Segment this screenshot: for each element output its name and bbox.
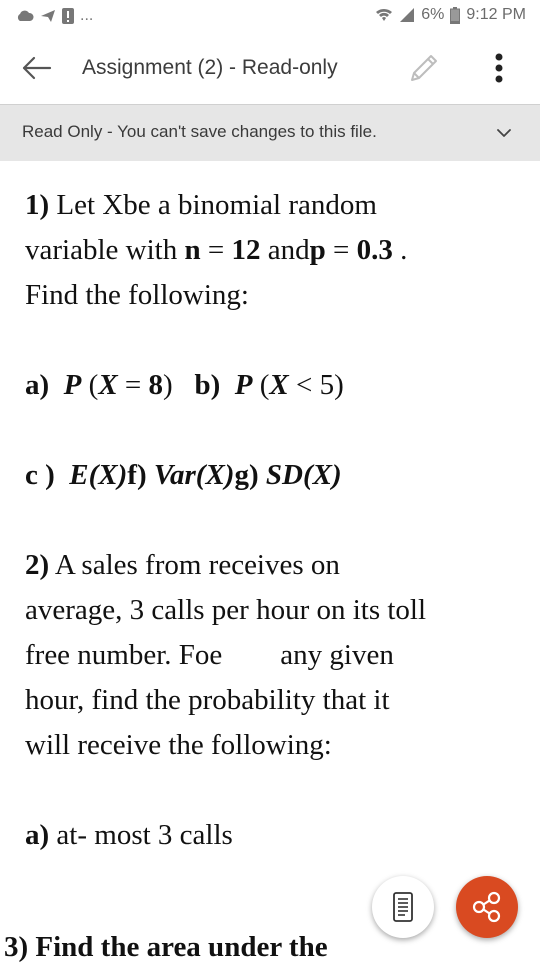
app-bar <box>0 32 540 104</box>
q2-line-5: will receive the following: <box>25 729 332 761</box>
part-f-label: f) <box>127 459 147 491</box>
document-view-icon <box>372 876 434 938</box>
part-f-X: (X) <box>195 459 235 491</box>
q1-line1-text: Let Xbe a binomial random <box>56 189 377 221</box>
q1-parts-ab <box>25 369 344 402</box>
status-overflow: ... <box>80 7 94 24</box>
part-b-X: X <box>269 369 289 401</box>
q1-text: variable with <box>25 234 185 266</box>
part-a-P: P <box>63 369 82 401</box>
part-a-open: ( <box>81 369 99 401</box>
more-options-button[interactable] <box>486 50 512 86</box>
q2-line-3: free number. Foe any given <box>25 639 394 671</box>
q3-line-1: 3) Find the area under the <box>4 931 328 963</box>
banner-expand-button[interactable] <box>494 125 514 141</box>
arrow-left-icon <box>18 50 54 86</box>
q2-number: 2) <box>25 549 50 581</box>
part-a-X: X <box>98 369 118 401</box>
part-b-P: P <box>234 369 253 401</box>
q2-line-2: average, 3 calls per hour on its toll <box>25 594 427 626</box>
send-icon <box>40 9 56 23</box>
part-g-X: (X) <box>302 459 342 491</box>
q2-part-a <box>25 819 233 852</box>
part-a-close: ) <box>163 369 173 401</box>
q1-p: p <box>309 234 326 266</box>
q1-parts-cfg <box>25 459 342 492</box>
wifi-icon <box>375 7 393 23</box>
clock: 9:12 PM <box>466 6 526 23</box>
part-a-value: 8 <box>148 369 164 401</box>
read-only-message: Read Only - You can't save changes to this file. <box>22 122 377 141</box>
part-a-eq: = <box>117 369 149 401</box>
status-bar <box>0 0 540 32</box>
part-f-Var: Var <box>153 459 196 491</box>
q1-n: n <box>184 234 201 266</box>
q2-line-1 <box>25 549 340 582</box>
q1-line-3: Find the following: <box>25 279 249 311</box>
part-b-value: 5 <box>319 369 335 401</box>
part-c-X: (X) <box>88 459 128 491</box>
edit-button[interactable] <box>406 50 442 86</box>
alert-icon <box>62 8 74 24</box>
q1-and: and <box>260 234 310 266</box>
q2-part-a-text: at- most 3 calls <box>56 819 233 851</box>
part-g-SD: SD <box>265 459 303 491</box>
cloud-icon <box>16 10 34 22</box>
chevron-down-icon <box>494 125 514 141</box>
share-icon <box>456 876 518 938</box>
signal-icon <box>399 7 415 23</box>
q1-eq: = <box>200 234 232 266</box>
q1-line-1 <box>25 189 377 222</box>
status-bar-system <box>375 6 526 24</box>
q1-line-2 <box>25 234 407 267</box>
q1-period: . <box>392 234 408 266</box>
pencil-icon <box>406 50 442 86</box>
part-g-label: g) <box>234 459 259 491</box>
share-button[interactable] <box>456 876 518 938</box>
more-vert-icon <box>486 50 512 86</box>
reading-view-button[interactable] <box>372 876 434 938</box>
page-title: Assignment (2) - Read-only <box>82 56 338 79</box>
back-button[interactable] <box>18 50 54 86</box>
q2-part-a-label: a) <box>25 819 50 851</box>
q1-eq2: = <box>325 234 357 266</box>
part-b-open: ( <box>252 369 270 401</box>
part-c-E: E <box>69 459 89 491</box>
battery-icon <box>450 7 460 24</box>
q1-n-value: 12 <box>231 234 261 266</box>
q1-number: 1) <box>25 189 50 221</box>
part-b-label: b) <box>194 369 221 401</box>
document-body[interactable] <box>0 161 540 963</box>
part-c-label: c ) <box>25 459 55 491</box>
q2-line-4: hour, find the probability that it <box>25 684 390 716</box>
read-only-banner[interactable] <box>0 104 540 162</box>
q1-p-value: 0.3 <box>356 234 393 266</box>
q2-line1-text: A sales from receives on <box>54 549 340 581</box>
battery-percent: 6% <box>421 6 445 23</box>
part-a-label: a) <box>25 369 50 401</box>
part-b-close: ) <box>334 369 344 401</box>
part-b-lt: < <box>288 369 320 401</box>
status-bar-notifications <box>16 7 93 25</box>
